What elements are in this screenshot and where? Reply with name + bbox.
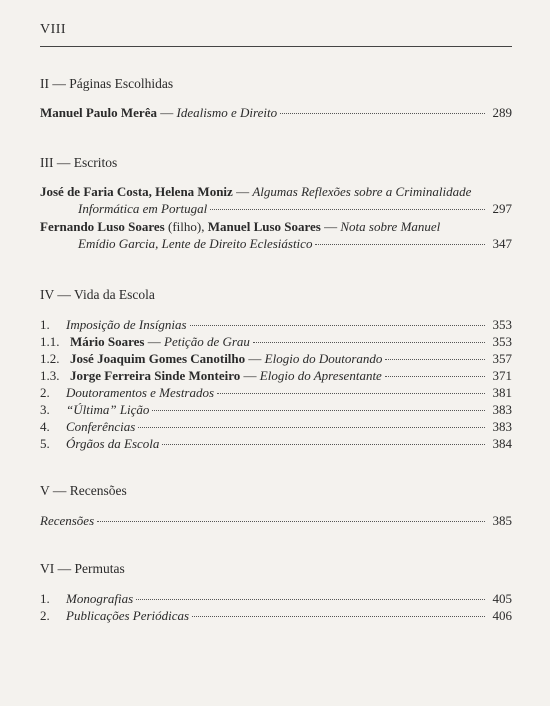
entry-page: 297 bbox=[492, 201, 512, 216]
entry-author: José de Faria Costa, Helena Moniz bbox=[40, 184, 233, 199]
entry-author: Manuel Paulo Merêa bbox=[40, 105, 157, 120]
dot-leader bbox=[253, 342, 485, 343]
toc-entry-iv-1-2: 1.2. José Joaquim Gomes Canotilho — Elogio do Doutorando 357 bbox=[40, 351, 512, 366]
dot-leader bbox=[217, 393, 485, 394]
entry-author-a: Fernando Luso Soares bbox=[40, 219, 165, 234]
entry-page: 385 bbox=[492, 513, 512, 528]
entry-page: 347 bbox=[492, 236, 512, 251]
entry-page: 289 bbox=[492, 105, 512, 120]
dot-leader bbox=[190, 325, 485, 326]
entry-page: 357 bbox=[492, 351, 512, 366]
toc-entry-iv-4: 4. Conferências 383 bbox=[40, 419, 512, 434]
entry-title: Elogio do Doutorando bbox=[264, 351, 383, 366]
toc-entry-iv-3: 3. “Última” Lição 383 bbox=[40, 402, 512, 417]
entry-page: 371 bbox=[492, 368, 512, 383]
header-rule bbox=[40, 46, 512, 47]
entry-author: Jorge Ferreira Sinde Monteiro bbox=[70, 368, 241, 383]
entry-title: Monografias bbox=[66, 591, 134, 606]
entry-title: Conferências bbox=[66, 419, 136, 434]
toc-entry-recensoes bbox=[40, 512, 512, 529]
dot-leader bbox=[192, 616, 485, 617]
entry-page: 384 bbox=[492, 436, 512, 451]
section-title-iii: III — Escritos bbox=[40, 155, 118, 170]
section-title-vi: VI — Permutas bbox=[40, 561, 125, 576]
dot-leader bbox=[315, 244, 485, 245]
toc-entry-merea: Manuel Paulo Merêa — Idealismo e Direito 289 bbox=[40, 105, 512, 120]
page-number-header: VIII bbox=[40, 22, 67, 37]
toc-entry-iv-5: 5. Órgãos da Escola 384 bbox=[40, 436, 512, 451]
entry-author: José Joaquim Gomes Canotilho bbox=[70, 351, 246, 366]
entry-title: Publicações Periódicas bbox=[66, 608, 190, 623]
entry-page: 383 bbox=[492, 402, 512, 417]
entry-title: Petição de Grau bbox=[164, 334, 250, 349]
section-title-ii: II — Páginas Escolhidas bbox=[40, 76, 174, 91]
toc-entry-vi-1: 1. Monografias 405 bbox=[40, 591, 512, 606]
toc-entry-iv-1-3: 1.3. Jorge Ferreira Sinde Monteiro — Elogio do Apresentante 371 bbox=[40, 368, 512, 383]
dot-leader bbox=[280, 113, 485, 114]
entry-page: 405 bbox=[492, 591, 512, 606]
entry-page: 381 bbox=[492, 385, 512, 400]
toc-entry-iv-1: 1. Imposição de Insígnias 353 bbox=[40, 317, 512, 332]
entry-author-b: Manuel Luso Soares bbox=[207, 219, 321, 234]
toc-entry-faria-costa: José de Faria Costa, Helena Moniz — Algumas Reflexões sobre a Criminalidade Informática em Portugal 297 bbox=[40, 184, 512, 216]
dot-leader bbox=[138, 427, 485, 428]
dot-leader bbox=[97, 521, 485, 522]
toc-entry-luso-soares: Fernando Luso Soares (filho), Manuel Luso Soares — Nota sobre Manuel Emídio Garcia, Lente de Direito Eclesiástico 347 bbox=[40, 219, 512, 251]
entry-title-line2: Emídio Garcia, Lente de Direito Eclesiástico bbox=[78, 236, 313, 251]
toc-entry-iv-1-1: 1.1. Mário Soares — Petição de Grau 353 bbox=[40, 334, 512, 349]
entry-title: Doutoramentos e Mestrados bbox=[66, 385, 215, 400]
entry-title: Imposição de Insígnias bbox=[66, 317, 187, 332]
entry-title: Elogio do Apresentante bbox=[259, 368, 382, 383]
entry-author: Mário Soares bbox=[70, 334, 145, 349]
entry-page: 383 bbox=[492, 419, 512, 434]
entry-title: Órgãos da Escola bbox=[66, 436, 160, 451]
entry-page: 353 bbox=[492, 334, 512, 349]
entry-title: Recensões bbox=[40, 513, 95, 528]
section-title-iv: IV — Vida da Escola bbox=[40, 287, 155, 302]
dot-leader bbox=[136, 599, 485, 600]
section-title-v: V — Recensões bbox=[40, 483, 127, 498]
dot-leader bbox=[210, 209, 485, 210]
entry-page: 406 bbox=[492, 608, 512, 623]
dot-leader bbox=[152, 410, 485, 411]
entry-title-line1: Nota sobre Manuel bbox=[340, 219, 441, 234]
toc-entry-vi-2: 2. Publicações Periódicas 406 bbox=[40, 608, 512, 623]
entry-title: “Última” Lição bbox=[66, 402, 150, 417]
entry-page: 353 bbox=[492, 317, 512, 332]
dot-leader bbox=[162, 444, 485, 445]
toc-entry-iv-2: 2. Doutoramentos e Mestrados 381 bbox=[40, 385, 512, 400]
entry-title: Idealismo e Direito bbox=[176, 105, 278, 120]
entry-title-line2: Informática em Portugal bbox=[78, 201, 208, 216]
entry-title-line1: Algumas Reflexões sobre a Criminalidade bbox=[252, 184, 472, 199]
dot-leader bbox=[385, 359, 485, 360]
dot-leader bbox=[385, 376, 485, 377]
